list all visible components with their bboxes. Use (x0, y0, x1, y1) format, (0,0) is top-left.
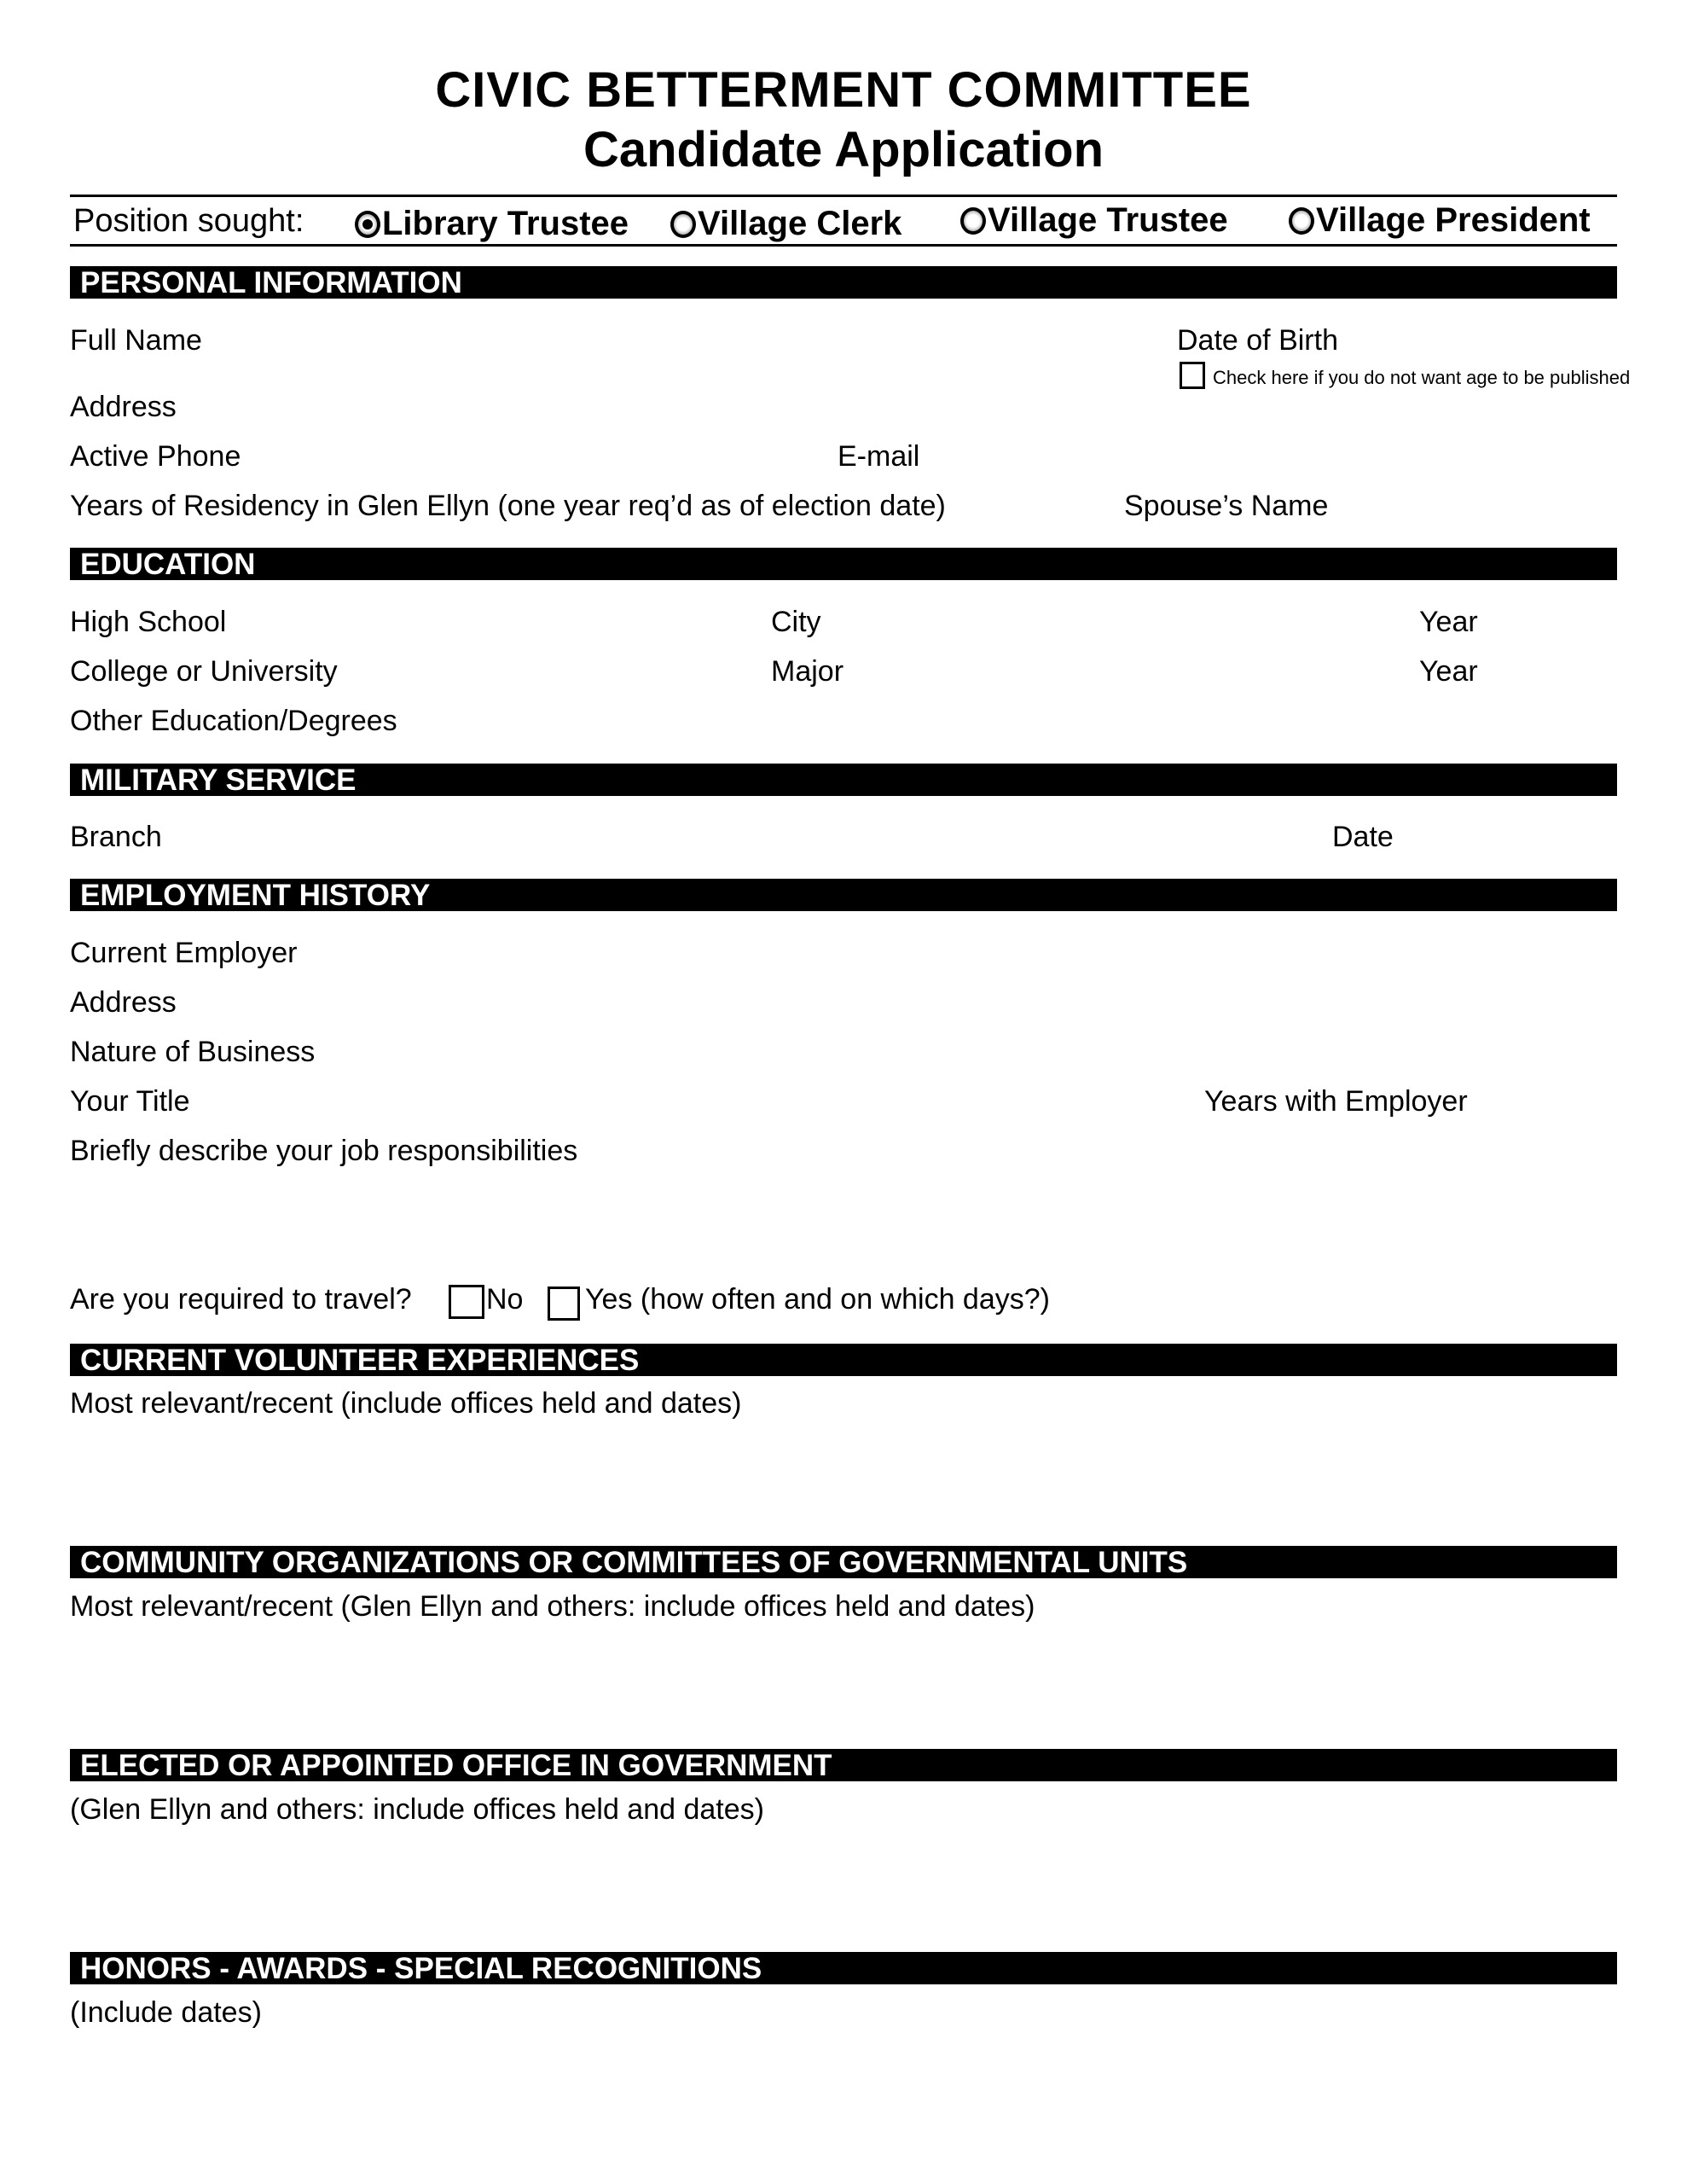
radio-label: Village Clerk (698, 205, 902, 242)
military-date-field[interactable] (1397, 851, 1617, 854)
years-employer-field[interactable] (1482, 1116, 1617, 1118)
volunteer-field-2[interactable] (70, 1469, 1609, 1472)
section-header-honors: HONORS - AWARDS - SPECIAL RECOGNITIONS (70, 1952, 1617, 1984)
top-rule (70, 195, 1617, 197)
elected-field-3[interactable] (70, 1925, 1609, 1927)
full-name-label: Full Name (70, 324, 202, 357)
email-label: E-mail (838, 440, 920, 473)
employer-address-label: Address (70, 986, 177, 1019)
radio-unselected-icon (1289, 207, 1314, 235)
spouse-label: Spouse’s Name (1124, 490, 1329, 522)
radio-unselected-icon (670, 211, 696, 238)
section-header-community: COMMUNITY ORGANIZATIONS OR COMMITTEES OF GOVERNMENTAL UNITS (70, 1546, 1617, 1578)
community-field-3[interactable] (70, 1722, 1609, 1724)
elected-field-2[interactable] (70, 1875, 1609, 1878)
residency-field[interactable] (988, 520, 1105, 523)
college-field[interactable] (358, 686, 747, 688)
radio-village-clerk[interactable] (670, 205, 901, 243)
travel-yes-label: Yes (how often and on which days?) (585, 1283, 1050, 1316)
position-sought-row (73, 200, 1617, 244)
email-field[interactable] (923, 471, 1617, 473)
travel-label: Are you required to travel? (70, 1283, 412, 1316)
radio-selected-icon (355, 211, 380, 238)
community-field-1[interactable] (1083, 1621, 1609, 1623)
hs-city-field[interactable] (831, 636, 1407, 639)
phone-field[interactable] (258, 471, 814, 473)
high-school-field[interactable] (241, 636, 747, 639)
college-label: College or University (70, 655, 338, 688)
dob-label: Date of Birth (1177, 324, 1338, 357)
high-school-label: High School (70, 606, 227, 638)
branch-field[interactable] (172, 851, 1319, 854)
years-employer-label: Years with Employer (1204, 1085, 1468, 1118)
responsibilities-field-3[interactable] (70, 1264, 1609, 1267)
radio-village-president[interactable] (1289, 201, 1591, 240)
form-subtitle: Candidate Application (583, 122, 1104, 177)
responsibilities-label: Briefly describe your job responsibilities (70, 1135, 578, 1167)
travel-yes-checkbox[interactable] (548, 1287, 580, 1321)
honors-field-2[interactable] (70, 2078, 1609, 2081)
hs-year-label: Year (1419, 606, 1478, 638)
elected-prompt: (Glen Ellyn and others: include offices held and dates) (70, 1793, 764, 1826)
employer-label: Current Employer (70, 937, 298, 969)
bottom-rule (70, 244, 1617, 247)
radio-label: Village President (1316, 201, 1591, 239)
age-publish-checkbox[interactable] (1180, 362, 1205, 389)
employer-field[interactable] (324, 967, 1609, 970)
volunteer-field-1[interactable] (783, 1418, 1609, 1420)
business-label: Nature of Business (70, 1036, 316, 1068)
radio-village-trustee[interactable] (960, 201, 1228, 240)
address-label: Address (70, 391, 177, 423)
other-education-label: Other Education/Degrees (70, 705, 397, 737)
dob-field[interactable] (1346, 357, 1617, 359)
radio-label: Library Trustee (382, 205, 629, 242)
college-year-label: Year (1419, 655, 1478, 688)
major-field[interactable] (848, 686, 1407, 688)
hs-year-field[interactable] (1482, 636, 1617, 639)
community-field-2[interactable] (70, 1672, 1609, 1675)
age-publish-label: Check here if you do not want age to be published (1213, 367, 1631, 388)
job-title-label: Your Title (70, 1085, 190, 1118)
full-name-field[interactable] (223, 357, 1168, 359)
employer-address-field[interactable] (189, 1017, 1609, 1019)
job-title-field[interactable] (206, 1116, 1203, 1118)
other-education-field[interactable] (425, 735, 1609, 738)
section-header-personal: PERSONAL INFORMATION (70, 266, 1617, 299)
position-sought-label: Position sought: (73, 203, 304, 239)
radio-label: Village Trustee (988, 201, 1228, 239)
travel-no-label: No (486, 1283, 524, 1316)
honors-field-3[interactable] (70, 2128, 1609, 2130)
address-field[interactable] (189, 421, 1609, 424)
community-prompt: Most relevant/recent (Glen Ellyn and others: include offices held and dates) (70, 1590, 1035, 1623)
section-header-education: EDUCATION (70, 548, 1617, 580)
college-year-field[interactable] (1482, 686, 1617, 688)
responsibilities-field-2[interactable] (70, 1215, 1609, 1217)
volunteer-field-3[interactable] (70, 1519, 1609, 1521)
radio-unselected-icon (960, 207, 986, 235)
form-title: CIVIC BETTERMENT COMMITTEE (435, 62, 1252, 118)
responsibilities-field-1[interactable] (611, 1165, 1609, 1168)
radio-library-trustee[interactable] (355, 205, 629, 243)
travel-no-checkbox[interactable] (449, 1285, 484, 1319)
travel-details-field[interactable] (1083, 1314, 1609, 1316)
section-header-military: MILITARY SERVICE (70, 764, 1617, 796)
honors-prompt: (Include dates) (70, 1996, 262, 2029)
business-field[interactable] (341, 1066, 1609, 1069)
honors-field-1[interactable] (273, 2027, 1609, 2030)
residency-label: Years of Residency in Glen Ellyn (one year req’d as of election date) (70, 490, 946, 522)
volunteer-prompt: Most relevant/recent (include offices held and dates) (70, 1387, 742, 1420)
phone-label: Active Phone (70, 440, 241, 473)
elected-field-1[interactable] (814, 1824, 1609, 1827)
major-label: Major (771, 655, 844, 688)
section-header-volunteer: CURRENT VOLUNTEER EXPERIENCES (70, 1344, 1617, 1376)
hs-city-label: City (771, 606, 821, 638)
section-header-elected: ELECTED OR APPOINTED OFFICE IN GOVERNMENT (70, 1749, 1617, 1781)
section-header-employment: EMPLOYMENT HISTORY (70, 879, 1617, 911)
spouse-field[interactable] (1337, 520, 1609, 523)
branch-label: Branch (70, 821, 162, 853)
military-date-label: Date (1332, 821, 1394, 853)
